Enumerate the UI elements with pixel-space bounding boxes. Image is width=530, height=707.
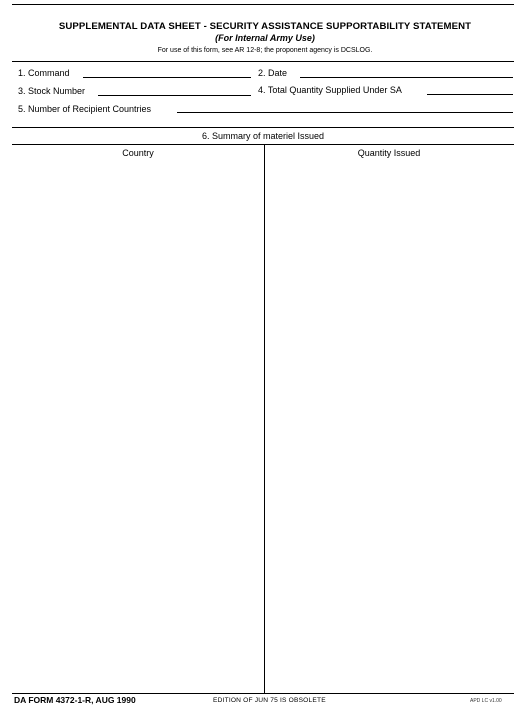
total-quantity-field[interactable] <box>427 94 513 95</box>
stock-number-field[interactable] <box>98 95 251 96</box>
quantity-column-header: Quantity Issued <box>357 148 421 158</box>
recipient-countries-field[interactable] <box>177 112 513 113</box>
country-column-header: Country <box>122 148 154 158</box>
fields-divider <box>12 127 514 128</box>
date-label: 2. Date <box>258 68 288 78</box>
version-label: APD LC v1.00 <box>470 698 502 704</box>
form-subtitle: (For Internal Army Use) <box>215 33 315 43</box>
form-id: DA FORM 4372-1-R, AUG 1990 <box>14 695 136 705</box>
recipient-countries-label: 5. Number of Recipient Countries <box>18 104 152 114</box>
command-label: 1. Command <box>18 68 70 78</box>
edition-note: EDITION OF JUN 75 IS OBSOLETE <box>213 697 326 704</box>
stock-number-label: 3. Stock Number <box>18 86 86 96</box>
footer-divider <box>12 693 514 694</box>
column-divider <box>264 145 265 693</box>
form-instructions: For use of this form, see AR 12-8; the proponent agency is DCSLOG. <box>157 47 373 54</box>
form-title: SUPPLEMENTAL DATA SHEET - SECURITY ASSISTANCE SUPPORTABILITY STATEMENT <box>58 21 472 32</box>
command-field[interactable] <box>83 77 251 78</box>
summary-header-divider <box>12 144 514 145</box>
summary-title: 6. Summary of materiel Issued <box>201 131 325 141</box>
header-divider <box>12 61 514 62</box>
total-quantity-label: 4. Total Quantity Supplied Under SA <box>258 85 402 95</box>
date-field[interactable] <box>300 77 513 78</box>
